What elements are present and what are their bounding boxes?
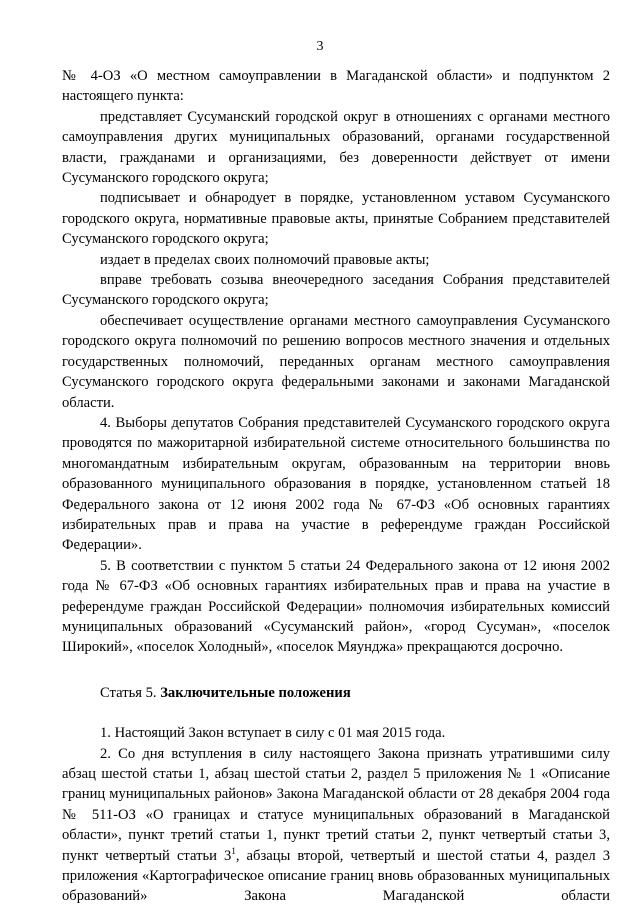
paragraph-continuation: № 4-ОЗ «О местном самоуправлении в Магаданской области» и подпунктом 2 настоящего пункта: xyxy=(62,68,610,105)
paragraph-elections: 4. Выборы депутатов Собрания представителей Сусуманского городского округа проводятся по мажоритарной избирательной системе относительного большинства по многомандатным избирательным округам, образованным на территории вновь образованного муниципального образования в порядке, установленном статьей 18 Федерального закона от 12 июня 2002 года № 67-ФЗ «Об основных гарантиях избирательных прав и права на участие в референдуме граждан Российской Федерации». xyxy=(62,414,610,554)
paragraph-represents: представляет Сусуманский городской округ в отношениях с органами местного самоуправления других муниципальных образований, органами государственной власти, гражданами и организациями, без доверенности действует от имени Сусуманского городского округа; xyxy=(62,108,610,187)
paragraph-ensures-powers: обеспечивает осуществление органами местного самоуправления Сусуманского городского округа полномочий по решению вопросов местного значения и отдельных государственных полномочий, переданных органам местного самоуправления Сусуманского городского округа федеральными законами и законами Магаданской области. xyxy=(62,312,610,411)
superscript-one: 1 xyxy=(231,845,236,856)
article-title: Заключительные положения xyxy=(160,684,351,701)
paragraph-issues-acts: издает в пределах своих полномочий правовые акты; xyxy=(100,251,430,268)
paragraph-effective-date: 1. Настоящий Закон вступает в силу с 01 мая 2015 года. xyxy=(100,725,446,742)
document-body xyxy=(62,66,610,907)
repeal-text-part1: 2. Со дня вступления в силу настоящего Закона признать утратившими силу абзац шестой статьи 1, абзац шестой статьи 2, раздел 5 приложения № 1 «Описание границ муниципальных районов» Закона Магаданской области от 28 декабря 2004 года № 511-ОЗ «О границах и статусе муниципальных образований в Магаданской области», пункт третий статьи 1, пункт третий статьи 2, пункт четвертый статьи 3, пункт четвертый статьи 3 xyxy=(62,745,610,864)
article-label: Статья 5. xyxy=(100,684,157,701)
paragraph-repeal xyxy=(62,744,610,907)
page-number: 3 xyxy=(316,39,324,54)
paragraph-signs: подписывает и обнародует в порядке, установленном уставом Сусуманского городского округа, нормативные правовые акты, принятые Собранием представителей Сусуманского городского округа; xyxy=(62,190,610,248)
paragraph-commissions: 5. В соответствии с пунктом 5 статьи 24 Федерального закона от 12 июня 2002 года № 67-ФЗ «Об основных гарантиях избирательных прав и права на участие в референдуме граждан Российской Федерации» полномочия избирательных комиссий муниципальных образований «Сусуманский район», «город Сусуман», «поселок Широкий», «поселок Холодный», «поселок Мяунджа» прекращаются досрочно. xyxy=(62,557,610,656)
paragraph-session-request: вправе требовать созыва внеочередного заседания Собрания представителей Сусуманского городского округа; xyxy=(62,272,610,309)
article-heading xyxy=(62,683,610,703)
repeal-text-part2: , абзацы второй, четвертый и шестой статьи 4, раздел 3 приложения «Картографическое описание границ вновь образованных муниципальных образований» Закона Магаданской области xyxy=(62,847,610,905)
